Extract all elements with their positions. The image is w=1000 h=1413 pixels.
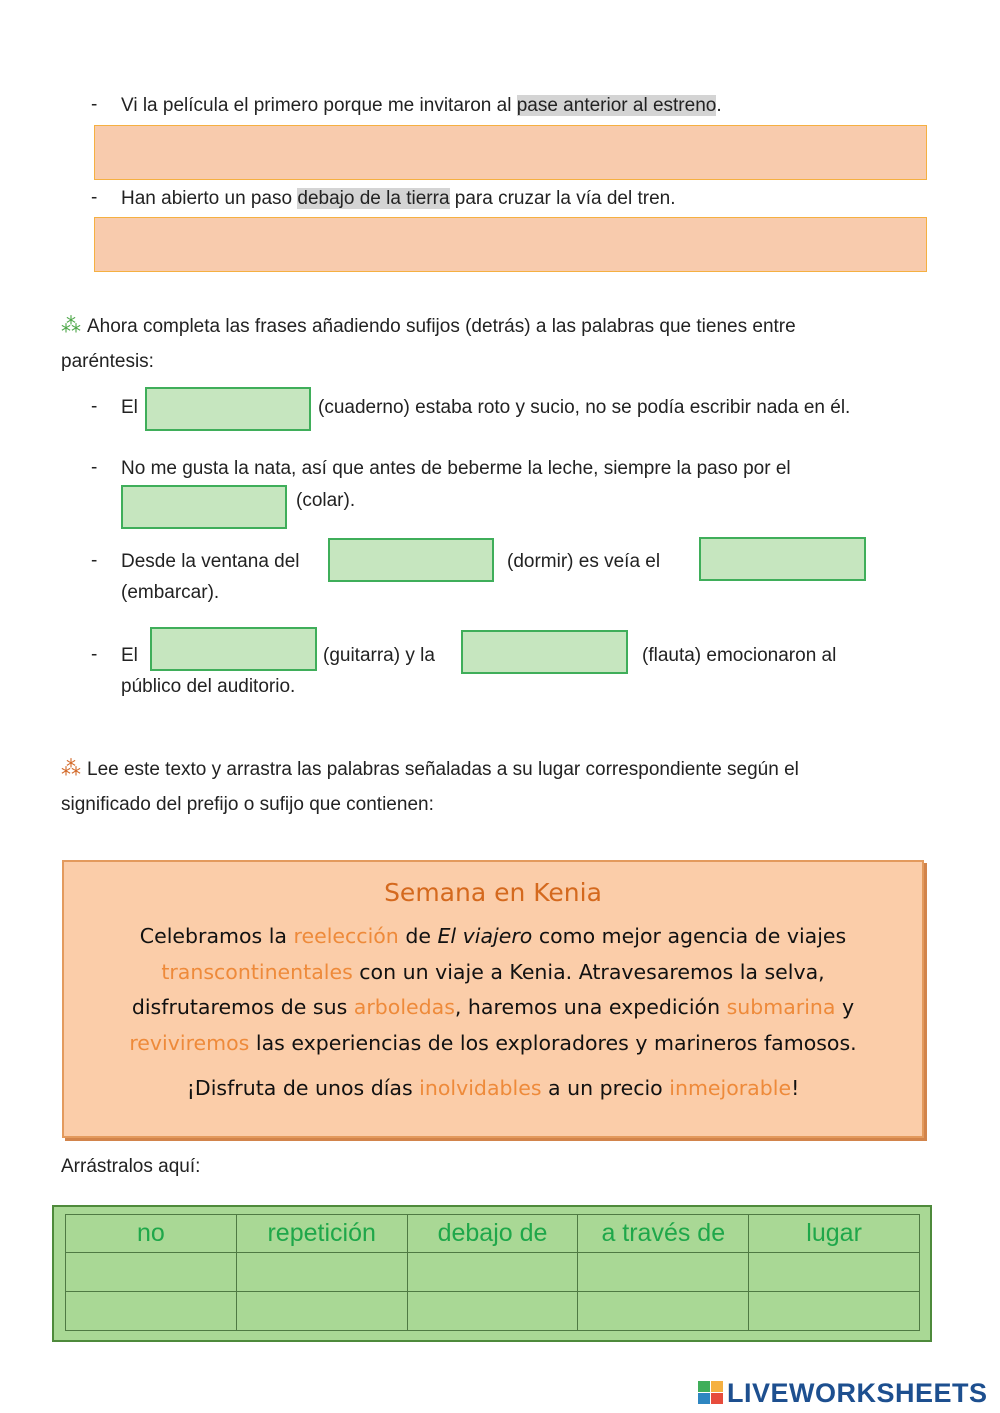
clover-icon: ⁂ bbox=[61, 315, 81, 337]
drop-cell[interactable] bbox=[749, 1292, 920, 1331]
bullet-dash: - bbox=[91, 644, 98, 665]
drop-cell[interactable] bbox=[236, 1292, 407, 1331]
sentence-1: Vi la película el primero porque me invitaron al pase anterior al estreno. bbox=[121, 95, 722, 116]
highlighted-phrase: debajo de la tierra bbox=[297, 188, 450, 209]
draggable-word[interactable]: submarina bbox=[726, 995, 836, 1019]
bullet-dash: - bbox=[91, 550, 98, 571]
suffix-input-guitarra[interactable] bbox=[150, 627, 317, 671]
suffix-input-flauta[interactable] bbox=[461, 630, 628, 674]
instruction-drag-cont: significado del prefijo o sufijo que contienen: bbox=[61, 794, 434, 815]
liveworksheets-logo: LIVEWORKSHEETS bbox=[698, 1378, 988, 1408]
drag-label: Arrástralos aquí: bbox=[61, 1156, 201, 1177]
bullet-dash: - bbox=[91, 187, 98, 208]
s3-line2: (embarcar). bbox=[121, 582, 220, 603]
s3-pre: Desde la ventana del bbox=[121, 551, 300, 572]
category-header: debajo de bbox=[407, 1215, 578, 1253]
bullet-dash: - bbox=[91, 457, 98, 478]
story-paragraph-1: Celebramos la reelección de El viajero como mejor agencia de viajes transcontinentales con un viaje a Kenia. Atravesaremos la selva, disfrutaremos de sus arboledas, haremos una expedición submarina y reviviremos las experiencias de los exploradores y marineros famosos. bbox=[129, 924, 857, 1055]
s3-mid: (dormir) es veía el bbox=[507, 551, 661, 572]
draggable-word[interactable]: inolvidables bbox=[419, 1076, 542, 1100]
drop-cell[interactable] bbox=[66, 1292, 237, 1331]
drop-cell[interactable] bbox=[407, 1253, 578, 1292]
suffix-input-dormir[interactable] bbox=[328, 538, 494, 582]
drop-cell[interactable] bbox=[236, 1253, 407, 1292]
draggable-word[interactable]: transcontinentales bbox=[161, 959, 353, 984]
answer-box-1[interactable] bbox=[94, 125, 927, 180]
drop-cell[interactable] bbox=[749, 1253, 920, 1292]
story-title: Semana en Kenia bbox=[384, 878, 602, 907]
category-header: repetición bbox=[236, 1215, 407, 1253]
category-header: no bbox=[66, 1215, 237, 1253]
s1-pre: El bbox=[121, 397, 138, 418]
s4-pre: El bbox=[121, 645, 138, 666]
s4-mid: (guitarra) y la bbox=[323, 645, 435, 666]
draggable-word[interactable]: reelección bbox=[293, 924, 399, 948]
s2-post: (colar). bbox=[296, 490, 356, 511]
bullet-dash: - bbox=[91, 396, 98, 417]
instruction-suffixes: ⁂ Ahora completa las frases añadiendo sufijos (detrás) a las palabras que tienes entre bbox=[61, 315, 796, 337]
s4-post: (flauta) emocionaron al bbox=[642, 645, 837, 666]
story-box bbox=[62, 860, 924, 1138]
liveworksheets-logo-icon bbox=[698, 1381, 724, 1405]
suffix-input-cuaderno[interactable] bbox=[145, 387, 311, 431]
drop-cell[interactable] bbox=[578, 1292, 749, 1331]
instruction-suffixes-cont: paréntesis: bbox=[61, 351, 154, 372]
highlighted-phrase: pase anterior al estreno bbox=[516, 95, 717, 116]
clover-icon: ⁂ bbox=[61, 758, 81, 780]
category-table bbox=[52, 1205, 932, 1342]
story-paragraph-2: ¡Disfruta de unos días inolvidables a un precio inmejorable! bbox=[186, 1076, 800, 1100]
bullet-dash: - bbox=[91, 94, 98, 115]
sentence-2: Han abierto un paso debajo de la tierra para cruzar la vía del tren. bbox=[121, 188, 676, 209]
s1-post: (cuaderno) estaba roto y sucio, no se podía escribir nada en él. bbox=[318, 397, 851, 418]
draggable-word[interactable]: inmejorable bbox=[669, 1076, 792, 1100]
s4-line2: público del auditorio. bbox=[121, 676, 296, 697]
drop-cell[interactable] bbox=[578, 1253, 749, 1292]
drop-cell[interactable] bbox=[407, 1292, 578, 1331]
answer-box-2[interactable] bbox=[94, 217, 927, 272]
draggable-word[interactable]: reviviremos bbox=[129, 1030, 250, 1055]
suffix-input-embarcar[interactable] bbox=[699, 537, 866, 581]
suffix-input-colar[interactable] bbox=[121, 485, 287, 529]
s2-line1: No me gusta la nata, así que antes de beberme la leche, siempre la paso por el bbox=[121, 458, 791, 479]
category-header: a través de bbox=[578, 1215, 749, 1253]
category-header: lugar bbox=[749, 1215, 920, 1253]
draggable-word[interactable]: arboledas bbox=[353, 995, 455, 1019]
drop-cell[interactable] bbox=[66, 1253, 237, 1292]
instruction-drag: ⁂ Lee este texto y arrastra las palabras señaladas a su lugar correspondiente según el bbox=[61, 758, 799, 780]
